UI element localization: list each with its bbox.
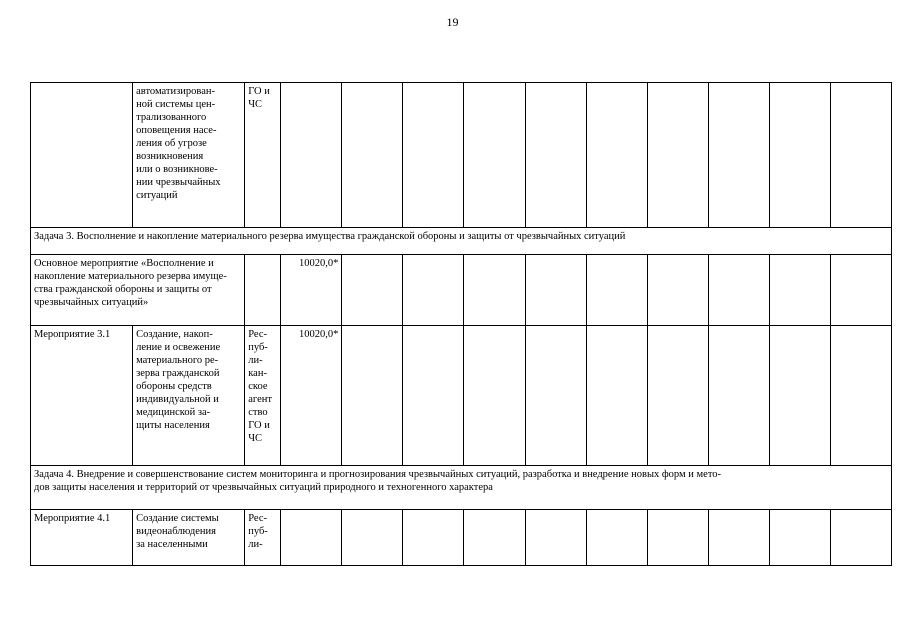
empty-cell (403, 83, 464, 228)
executor-cell: Рес- пуб- ли- (245, 510, 281, 566)
empty-cell (525, 326, 586, 466)
empty-cell (708, 326, 769, 466)
task-heading-4: Задача 4. Внедрение и совершенствование систем мониторинга и прогнозирования чрезвычайных ситуаций, разработка и внедрение новых форм и мето- дов защиты населения и территорий от чрезвычайных ситуаций природного и техногенного характера (31, 466, 892, 510)
empty-cell (708, 510, 769, 566)
value-cell (281, 510, 342, 566)
program-table (30, 82, 892, 566)
empty-cell (525, 255, 586, 326)
executor-cell (245, 255, 281, 326)
event-description-cell: автоматизирован- ной системы цен- трализованного оповещения насе- ления об угрозе возникновения или о возникнове- нии чрезвычайных ситуаций (133, 83, 245, 228)
empty-cell (403, 255, 464, 326)
empty-cell (525, 83, 586, 228)
empty-cell (403, 326, 464, 466)
table-row (31, 228, 892, 255)
event-name-cell: Мероприятие 4.1 (31, 510, 133, 566)
empty-cell (342, 326, 403, 466)
empty-cell (830, 510, 891, 566)
table-row (31, 255, 892, 326)
empty-cell (586, 510, 647, 566)
empty-cell (464, 510, 525, 566)
event-name-cell: Мероприятие 3.1 (31, 326, 133, 466)
empty-cell (830, 83, 891, 228)
empty-cell (769, 510, 830, 566)
empty-cell (464, 326, 525, 466)
empty-cell (647, 83, 708, 228)
value-cell: 10020,0* (281, 255, 342, 326)
empty-cell (647, 255, 708, 326)
empty-cell (708, 83, 769, 228)
task-heading-3: Задача 3. Восполнение и накопление материального резерва имущества гражданской обороны и защиты от чрезвычайных ситуаций (31, 228, 892, 255)
empty-cell (342, 83, 403, 228)
table-row (31, 83, 892, 228)
table-row (31, 510, 892, 566)
empty-cell (525, 510, 586, 566)
table-row (31, 466, 892, 510)
empty-cell (769, 326, 830, 466)
table-row (31, 326, 892, 466)
empty-cell (830, 255, 891, 326)
empty-cell (830, 326, 891, 466)
empty-cell (647, 326, 708, 466)
empty-cell (708, 255, 769, 326)
value-cell: 10020,0* (281, 326, 342, 466)
executor-cell: ГО и ЧС (245, 83, 281, 228)
empty-cell (769, 83, 830, 228)
empty-cell (647, 510, 708, 566)
empty-cell (586, 326, 647, 466)
empty-cell (586, 83, 647, 228)
empty-cell (403, 510, 464, 566)
empty-cell (464, 83, 525, 228)
executor-cell: Рес- пуб- ли- кан- ское агент ство ГО и ЧС (245, 326, 281, 466)
main-event-name-cell: Основное мероприятие «Восполнение и накопление материального резерва имуще- ства гражданской обороны и защиты от чрезвычайных ситуаций» (31, 255, 245, 326)
empty-cell (464, 255, 525, 326)
empty-cell (769, 255, 830, 326)
empty-cell (342, 510, 403, 566)
event-name-cell (31, 83, 133, 228)
empty-cell (586, 255, 647, 326)
event-description-cell: Создание, накоп- ление и освежение материального ре- зерва гражданской обороны средств индивидуальной и медицинской за- щиты населения (133, 326, 245, 466)
page-number: 19 (446, 15, 459, 29)
event-description-cell: Создание системы видеонаблюдения за населенными (133, 510, 245, 566)
empty-cell (342, 255, 403, 326)
value-cell (281, 83, 342, 228)
